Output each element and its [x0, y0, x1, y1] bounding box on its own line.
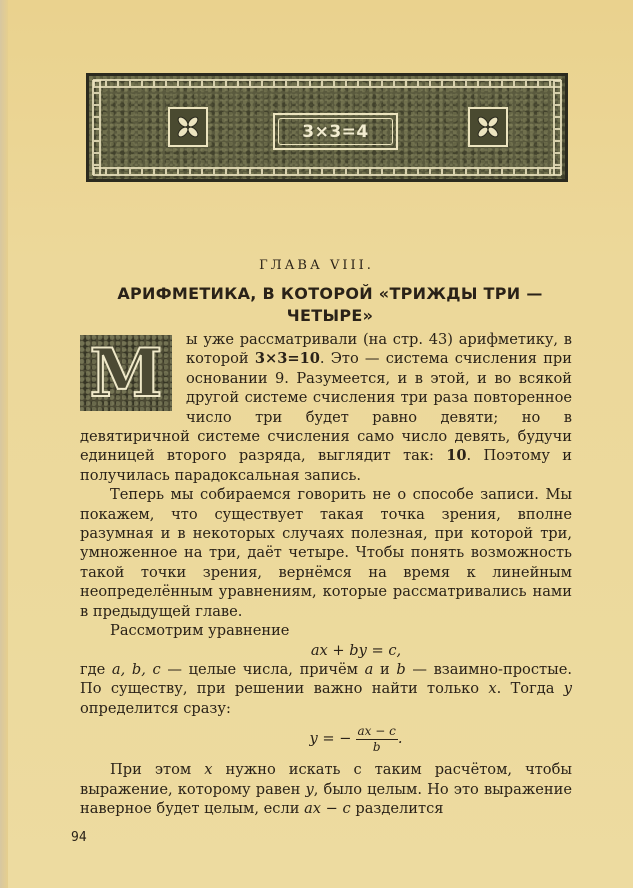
variable: a, b, c	[111, 660, 161, 678]
greek-key-border-left	[92, 80, 101, 175]
variable: x	[204, 761, 213, 779]
paragraph-3: Рассмотрим уравнение	[110, 622, 290, 640]
text-run: определится сразу:	[80, 699, 231, 717]
greek-key-border-right	[553, 80, 562, 175]
quatrefoil-ornament-icon	[168, 107, 208, 147]
formula-end: .	[397, 730, 403, 748]
formula-y-expression	[80, 718, 572, 760]
variable: y	[563, 680, 572, 698]
drop-cap-initial: М	[80, 335, 172, 411]
text-run: При этом	[110, 761, 205, 779]
paragraph-2: Теперь мы собираемся говорить не о способе записи. Мы покажем, что существует такая точка зрения, вполне разумная и в некоторых случаях полезная, при которой три, умноженное на три, даёт четыре. Чтобы понять возможность такой точки зрения, вернёмся на время к линейным неопределённым уравнениям, которые рассматривались нами в предыдущей главе.	[80, 486, 572, 620]
text-run: ы уже рассматривали (на стр. 43) арифметику, в которой	[186, 331, 572, 368]
chapter-label: ГЛАВА VIII.	[259, 258, 374, 273]
text-run: — взаимно-простые. По существу, при решении важно найти только	[80, 660, 572, 698]
chapter-banner	[86, 73, 568, 182]
banner-title-box	[273, 113, 398, 150]
greek-key-border-bottom	[93, 167, 561, 176]
greek-key-border-top	[93, 79, 561, 88]
fraction	[356, 724, 398, 755]
text-run: , было целым. Но это выражение наверное будет целым, если	[80, 780, 572, 817]
paragraph-5	[80, 760, 572, 818]
equation-inline: 3×3=10	[254, 350, 320, 368]
paragraph-4	[80, 660, 572, 718]
banner-equation: 3×3=4	[278, 118, 393, 145]
text-run: . Тогда	[496, 680, 564, 698]
chapter-title: АРИФМЕТИКА, В КОТОРОЙ «ТРИЖДЫ ТРИ — ЧЕТЫРЕ»	[117, 284, 543, 325]
expression-inline: ax − c	[304, 799, 351, 817]
text-run: разделится	[350, 799, 444, 817]
variable: x	[488, 680, 497, 698]
fraction-denominator: b	[372, 739, 381, 754]
variable: b	[396, 660, 406, 678]
text-run: где	[80, 660, 112, 678]
quatrefoil-ornament-icon	[468, 107, 508, 147]
formula-lhs: y = −	[309, 730, 352, 748]
number-inline: 10	[446, 447, 467, 465]
variable: y	[305, 780, 314, 798]
text-run: нужно искать с таким расчётом, чтобы выражение, которому равен	[80, 761, 572, 798]
text-run: . Это — система счисления при основании 9. Разумеется, и в этой, и во всякой другой системе счисления три раза повторенное число три будет равно девяти; но в девятиричной системе счисления само число девять, будучи единицей второго разряда, выглядит так:	[80, 350, 572, 465]
text-run: — целые числа, причём	[160, 660, 365, 678]
formula-linear-equation: ax + by = c,	[310, 641, 402, 659]
page-number: 94	[71, 830, 87, 845]
text-run: и	[373, 660, 397, 678]
text-run: . Поэтому и получилась парадоксальная запись.	[80, 447, 572, 484]
body-text	[80, 330, 572, 818]
variable: a	[364, 660, 374, 678]
fraction-numerator: ax − c	[357, 723, 396, 738]
